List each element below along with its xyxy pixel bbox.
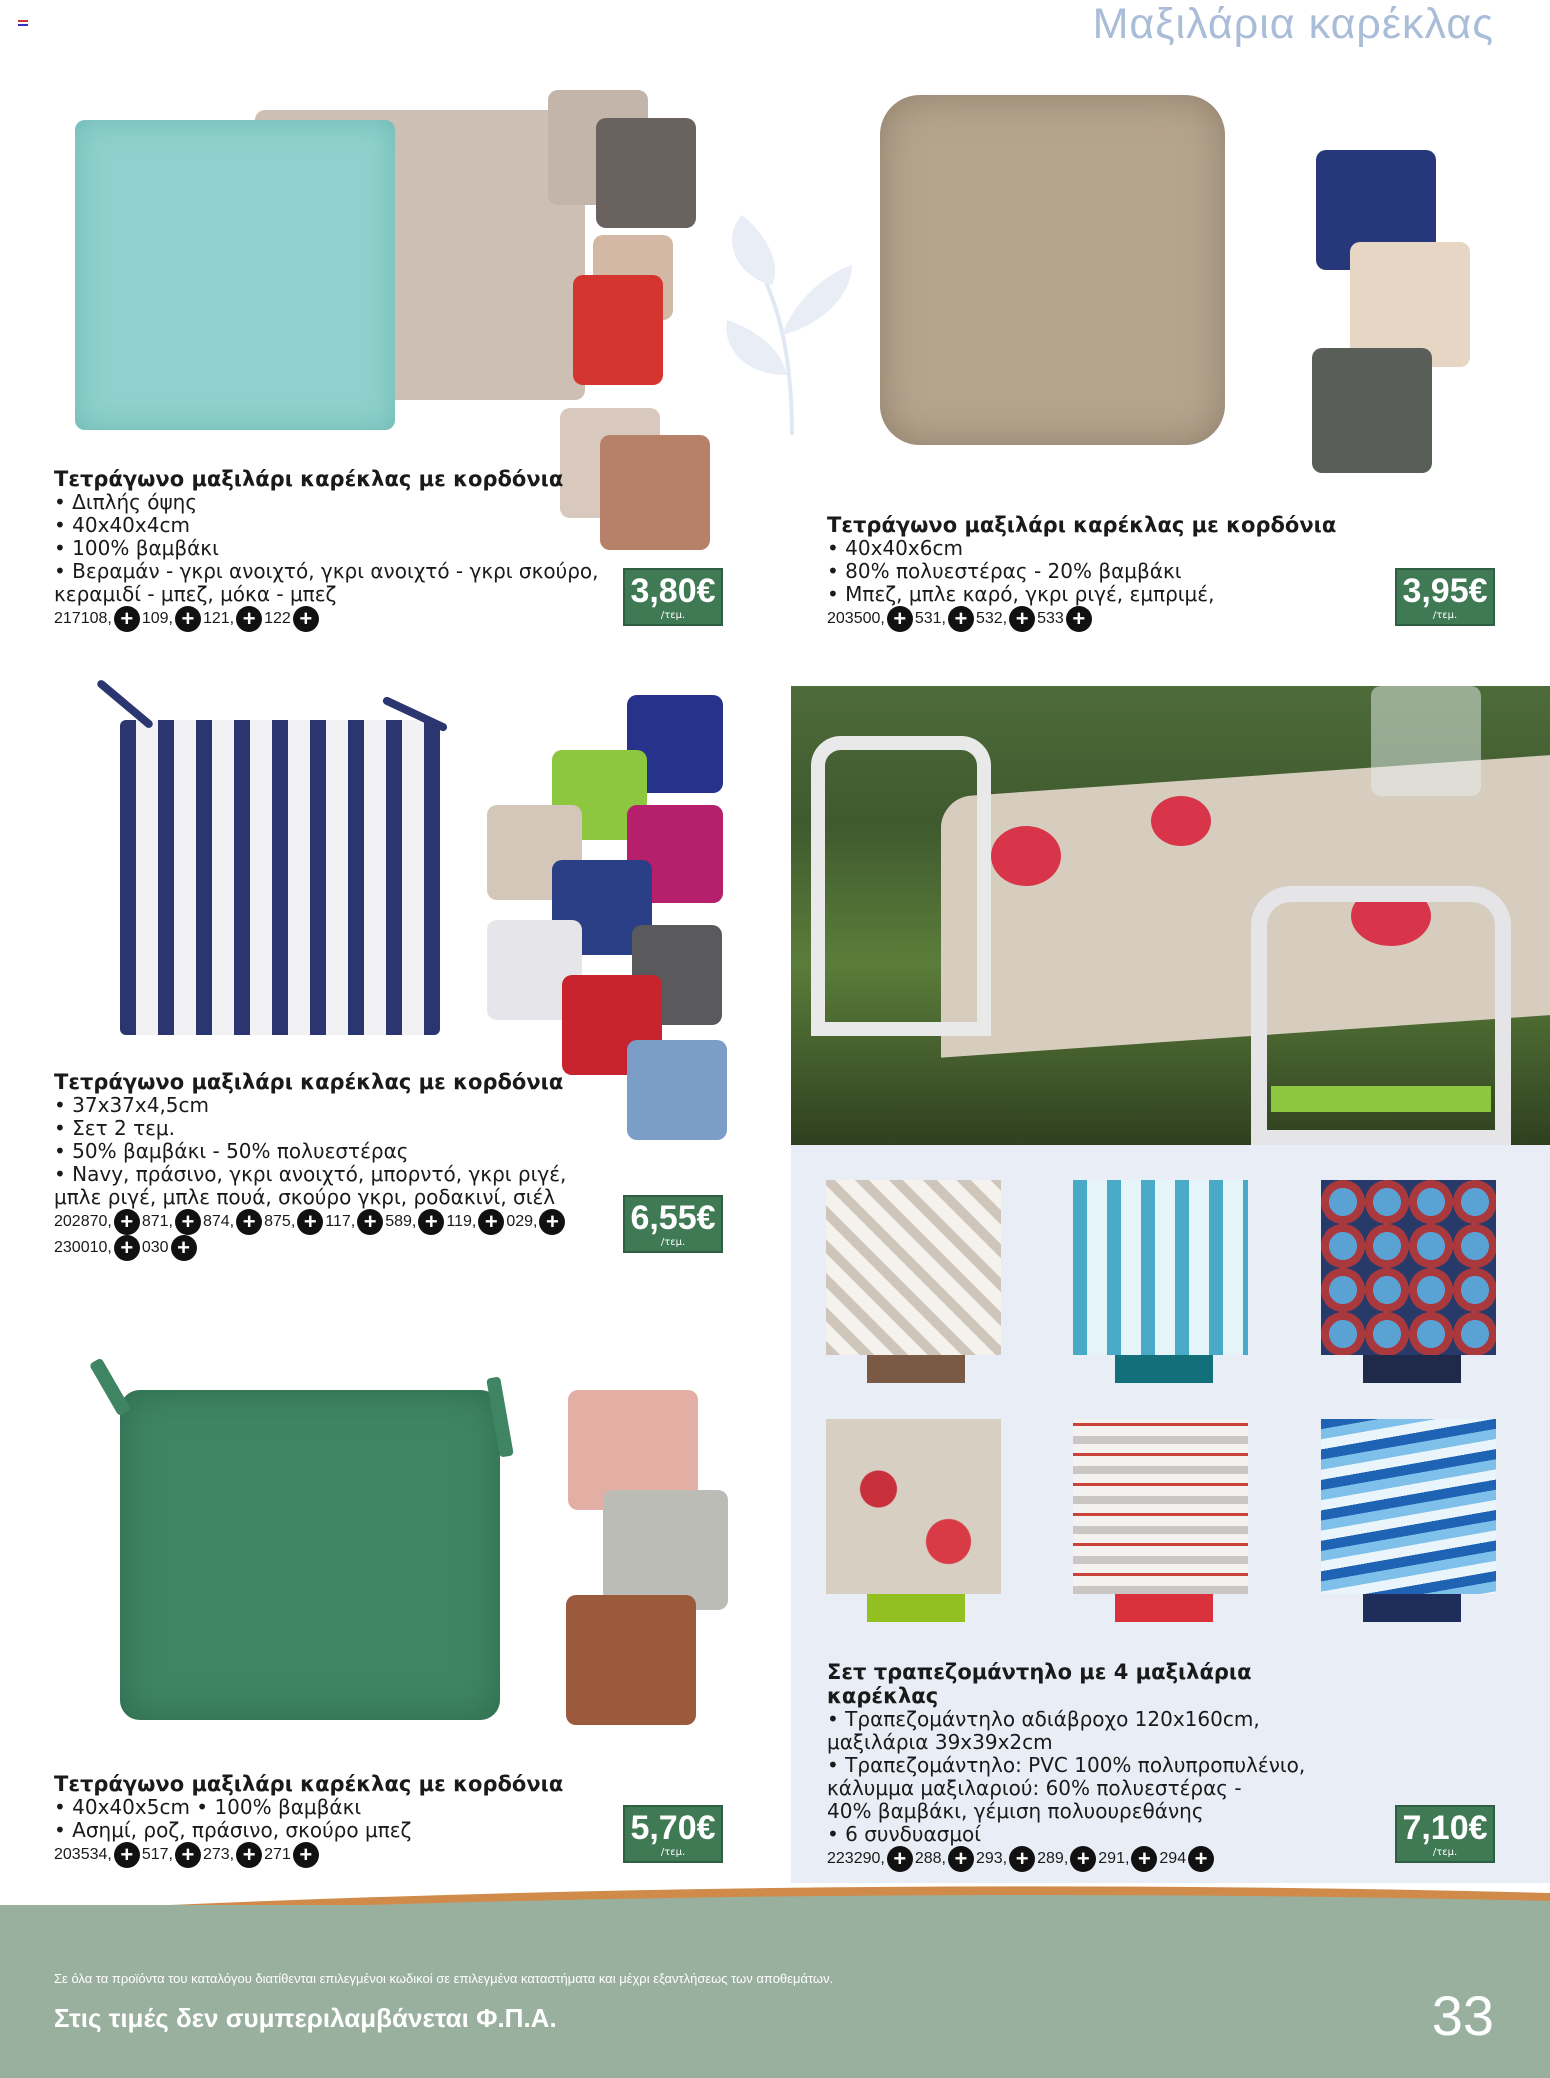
- product-image-cushion-variants-4: [548, 1380, 748, 1740]
- pattern-swatch-image: [826, 1180, 1001, 1355]
- product-spec: • Σετ 2 τεμ.: [54, 1116, 176, 1140]
- product-codes: [54, 1842, 614, 1868]
- product-spec: 40% βαμβάκι, γέμιση πολυουρεθάνης: [827, 1799, 1204, 1823]
- price-amount: 5,70€: [630, 1809, 716, 1847]
- price-tag: [623, 568, 723, 626]
- plus-icon[interactable]: +: [948, 1846, 974, 1872]
- color-swatch: [867, 1355, 965, 1383]
- product-code: 533: [1037, 610, 1064, 627]
- product-code: 875,: [264, 1213, 296, 1230]
- plus-icon[interactable]: +: [1188, 1846, 1214, 1872]
- garden-table-photo: [791, 686, 1550, 1146]
- plus-icon[interactable]: +: [1131, 1846, 1157, 1872]
- product-code: 030: [141, 1239, 169, 1256]
- product-code: 119,: [446, 1213, 477, 1230]
- product-spec: • Μπεζ, μπλε καρό, γκρι ριγέ, εμπριμέ,: [827, 582, 1215, 606]
- product-code: 223290,: [827, 1850, 885, 1867]
- product-spec: • 6 συνδυασμοί: [827, 1822, 982, 1846]
- plus-icon[interactable]: +: [297, 1209, 323, 1235]
- product-code: 202870,: [54, 1213, 112, 1230]
- product-codes: [827, 606, 1367, 632]
- plus-icon[interactable]: +: [539, 1209, 565, 1235]
- plus-icon[interactable]: +: [114, 1209, 140, 1235]
- plus-icon[interactable]: +: [1066, 606, 1092, 632]
- plus-icon[interactable]: +: [887, 606, 913, 632]
- footer-note: Σε όλα τα προϊόντα του καταλόγου διατίθενται επιλεγμένοι κωδικοί σε επιλεγμένα καταστήματα και μέχρι εξαντλήσεως των αποθεμάτων.: [54, 1971, 834, 1986]
- product-codes: [54, 1209, 614, 1235]
- plus-icon[interactable]: +: [236, 1209, 262, 1235]
- product-spec: • Βεραμάν - γκρι ανοιχτό, γκρι ανοιχτό - γκρι σκούρο,: [54, 559, 599, 583]
- product-spec: • Τραπεζομάντηλο αδιάβροχο 120x160cm,: [827, 1707, 1260, 1731]
- product-image-cushion-variants-2: [1312, 150, 1472, 470]
- product-info-5: [827, 1660, 1347, 1872]
- product-spec: • Διπλής όψης: [54, 490, 198, 514]
- plus-icon[interactable]: +: [236, 606, 262, 632]
- price-amount: 7,10€: [1402, 1809, 1488, 1847]
- color-swatch: [1115, 1355, 1213, 1383]
- product-info-2: [827, 513, 1367, 632]
- price-amount: 6,55€: [630, 1199, 716, 1237]
- product-image-cushion-green: [60, 1370, 500, 1730]
- flag-icon: [18, 20, 28, 26]
- plus-icon[interactable]: +: [175, 606, 201, 632]
- product-code: 122: [264, 610, 291, 627]
- price-unit: /τεμ.: [660, 1237, 686, 1248]
- plus-icon[interactable]: +: [175, 1209, 201, 1235]
- product-spec: μαξιλάρια 39x39x2cm: [827, 1730, 1053, 1754]
- plus-icon[interactable]: +: [293, 606, 319, 632]
- product-spec: • Navy, πράσινο, γκρι ανοιχτό, μπορντό, γκρι ριγέ,: [54, 1162, 567, 1186]
- product-spec: κάλυμμα μαξιλαριού: 60% πολυεστέρας -: [827, 1776, 1242, 1800]
- product-code: 289,: [1037, 1850, 1069, 1867]
- product-title: Σετ τραπεζομάντηλο με 4 μαξιλάρια καρέκλας: [827, 1660, 1252, 1708]
- plus-icon[interactable]: +: [175, 1842, 201, 1868]
- footer: [0, 1905, 1550, 2078]
- product-code: 293,: [975, 1850, 1008, 1867]
- plus-icon[interactable]: +: [171, 1235, 197, 1261]
- price-unit: /τεμ.: [1432, 1847, 1458, 1858]
- product-image-cushion-beige: [880, 95, 1230, 450]
- price-tag: [1395, 1805, 1495, 1863]
- product-spec: • Ασημί, ροζ, πράσινο, σκούρο μπεζ: [54, 1818, 412, 1842]
- pattern-swatch-image: [826, 1419, 1001, 1594]
- product-info-3: [54, 1070, 614, 1261]
- product-codes: [54, 1235, 614, 1261]
- color-swatch: [1115, 1594, 1213, 1622]
- product-code: 291,: [1098, 1850, 1130, 1867]
- product-code: 531,: [914, 610, 946, 627]
- plus-icon[interactable]: +: [1009, 606, 1035, 632]
- price-amount: 3,95€: [1402, 572, 1488, 610]
- pattern-swatch-image: [1073, 1419, 1248, 1594]
- plus-icon[interactable]: +: [948, 606, 974, 632]
- product-code: 121,: [202, 610, 235, 627]
- price-unit: /τεμ.: [1432, 610, 1458, 621]
- product-spec: • 80% πολυεστέρας - 20% βαμβάκι: [827, 559, 1182, 583]
- pattern-swatch-image: [1321, 1419, 1496, 1594]
- product-code: 294: [1159, 1850, 1187, 1867]
- product-code: 109,: [141, 610, 173, 627]
- plus-icon[interactable]: +: [1070, 1846, 1096, 1872]
- product-spec: • Τραπεζομάντηλο: PVC 100% πολυπροπυλένιο,: [827, 1753, 1306, 1777]
- product-code: 589,: [385, 1213, 417, 1230]
- footer-vat-notice: Στις τιμές δεν συμπεριλαμβάνεται Φ.Π.Α.: [54, 2003, 557, 2033]
- plus-icon[interactable]: +: [478, 1209, 504, 1235]
- product-code: 273,: [202, 1846, 235, 1863]
- price-tag: [623, 1805, 723, 1863]
- pattern-swatch-image: [1073, 1180, 1248, 1355]
- product-spec: • 40x40x4cm: [54, 513, 190, 537]
- plus-icon[interactable]: +: [418, 1209, 444, 1235]
- product-spec: • 100% βαμβάκι: [54, 536, 219, 560]
- color-swatch: [867, 1594, 965, 1622]
- plus-icon[interactable]: +: [236, 1842, 262, 1868]
- price-unit: /τεμ.: [660, 610, 686, 621]
- product-title: Τετράγωνο μαξιλάρι καρέκλας με κορδόνια: [827, 513, 1337, 537]
- product-spec: • 40x40x6cm: [827, 536, 963, 560]
- product-code: 517,: [141, 1846, 173, 1863]
- product-codes: [54, 606, 614, 632]
- product-image-cushion-mint: [75, 90, 395, 430]
- plus-icon[interactable]: +: [114, 1842, 140, 1868]
- product-spec: • 37x37x4,5cm: [54, 1093, 210, 1117]
- product-spec: • 40x40x5cm • 100% βαμβάκι: [54, 1795, 362, 1819]
- plus-icon[interactable]: +: [293, 1842, 319, 1868]
- price-tag: [1395, 568, 1495, 626]
- plus-icon[interactable]: +: [1009, 1846, 1035, 1872]
- product-code: 029,: [506, 1213, 538, 1230]
- price-tag: [623, 1195, 723, 1253]
- price-amount: 3,80€: [630, 572, 716, 610]
- product-image-cushion-striped: [90, 700, 450, 1040]
- product-code: 203534,: [54, 1846, 112, 1863]
- color-swatch: [1363, 1355, 1461, 1383]
- product-code: 874,: [202, 1213, 235, 1230]
- product-code: 271: [264, 1846, 291, 1863]
- product-code: 217108,: [54, 610, 112, 627]
- plus-icon[interactable]: +: [114, 1235, 140, 1261]
- plus-icon[interactable]: +: [887, 1846, 913, 1872]
- product-info-1: [54, 467, 614, 632]
- leaf-decoration-icon: [712, 205, 872, 445]
- product-code: 230010,: [54, 1239, 112, 1256]
- product-code: 532,: [975, 610, 1008, 627]
- product-code: 288,: [914, 1850, 946, 1867]
- product-title: Τετράγωνο μαξιλάρι καρέκλας με κορδόνια: [54, 1070, 564, 1094]
- product-spec: • 50% βαμβάκι - 50% πολυεστέρας: [54, 1139, 409, 1163]
- page-title: Μαξιλάρια καρέκλας: [1092, 0, 1494, 48]
- product-title: Τετράγωνο μαξιλάρι καρέκλας με κορδόνια: [54, 1772, 564, 1796]
- product-info-4: [54, 1772, 614, 1868]
- price-unit: /τεμ.: [660, 1847, 686, 1858]
- pattern-swatch-image: [1321, 1180, 1496, 1355]
- product-code: 871,: [141, 1213, 173, 1230]
- product-title: Τετράγωνο μαξιλάρι καρέκλας με κορδόνια: [54, 467, 564, 491]
- product-codes: [827, 1846, 1347, 1872]
- color-swatch: [1363, 1594, 1461, 1622]
- product-code: 117,: [325, 1213, 356, 1230]
- plus-icon[interactable]: +: [357, 1209, 383, 1235]
- plus-icon[interactable]: +: [114, 606, 140, 632]
- product-spec: κεραμιδί - μπεζ, μόκα - μπεζ: [54, 582, 337, 606]
- product-spec: μπλε ριγέ, μπλε πουά, σκούρο γκρι, ροδακινί, σιέλ: [54, 1185, 556, 1209]
- product-code: 203500,: [827, 610, 885, 627]
- page-number: 33: [1431, 1984, 1494, 2047]
